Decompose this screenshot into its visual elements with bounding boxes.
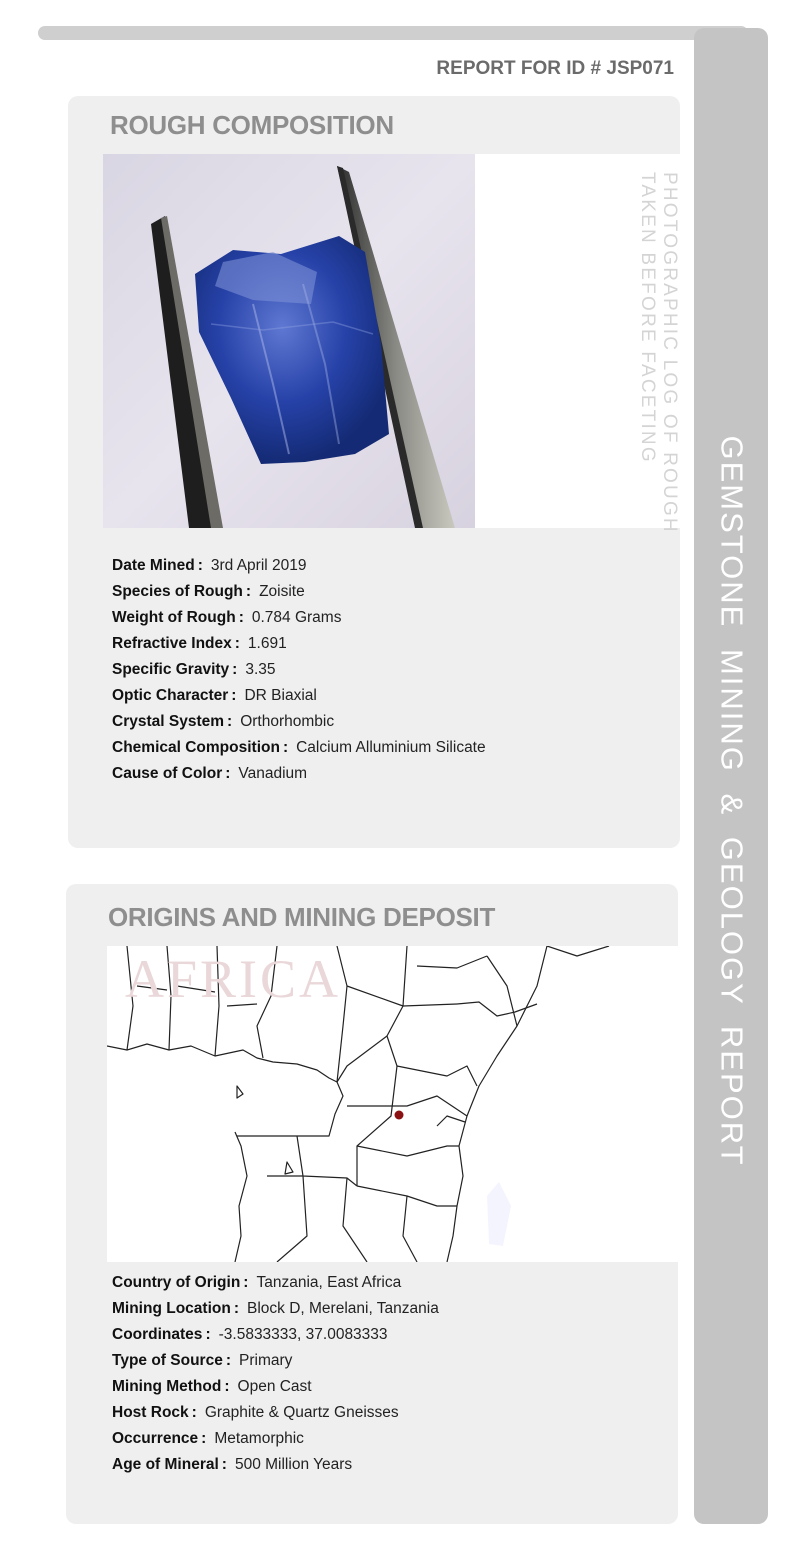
detail-value: Primary	[239, 1352, 293, 1369]
rough-photo-area	[103, 154, 680, 534]
detail-value: 3rd April 2019	[210, 557, 307, 574]
detail-label: Type of Source	[112, 1352, 223, 1369]
detail-label: Age of Mineral	[112, 1456, 219, 1473]
detail-value: 0.784 Grams	[251, 609, 342, 626]
photo-caption	[632, 172, 680, 534]
rough-details	[112, 553, 486, 787]
photo-caption-line1: PHOTOGRAPHIC LOG OF ROUGH	[659, 172, 680, 534]
detail-value: Calcium Alluminium Silicate	[296, 739, 486, 756]
detail-value: Orthorhombic	[240, 713, 335, 730]
map-label: AFRICA	[125, 949, 342, 1009]
detail-value: 3.35	[245, 661, 276, 678]
side-banner-title-wrap	[694, 28, 768, 1524]
detail-value: 500 Million Years	[234, 1456, 353, 1473]
detail-row: Chemical Composition : Calcium Alluminium Silicate	[112, 739, 486, 756]
detail-row: Cause of Color : Vanadium	[112, 765, 308, 782]
detail-row: Host Rock : Graphite & Quartz Gneisses	[112, 1404, 399, 1421]
detail-row: Crystal System : Orthorhombic	[112, 713, 335, 730]
detail-row: Occurrence : Metamorphic	[112, 1430, 304, 1447]
detail-row: Age of Mineral : 500 Million Years	[112, 1456, 353, 1473]
top-border-bar	[38, 26, 748, 40]
detail-value: Graphite & Quartz Gneisses	[204, 1404, 399, 1421]
detail-value: Block D, Merelani, Tanzania	[247, 1300, 439, 1317]
detail-label: Species of Rough	[112, 583, 243, 600]
detail-row: Type of Source : Primary	[112, 1352, 293, 1369]
detail-label: Host Rock	[112, 1404, 189, 1421]
detail-value: Open Cast	[237, 1378, 312, 1395]
detail-row: Date Mined : 3rd April 2019	[112, 557, 307, 574]
detail-row: Species of Rough : Zoisite	[112, 583, 305, 600]
origins-details	[112, 1270, 439, 1478]
mine-location-marker	[395, 1111, 404, 1120]
detail-row: Coordinates : -3.5833333, 37.0083333	[112, 1326, 388, 1343]
detail-row: Refractive Index : 1.691	[112, 635, 287, 652]
detail-row: Mining Method : Open Cast	[112, 1378, 312, 1395]
detail-value: -3.5833333, 37.0083333	[218, 1326, 388, 1343]
detail-label: Crystal System	[112, 713, 225, 730]
rough-gem-photo	[103, 154, 475, 528]
detail-label: Occurrence	[112, 1430, 199, 1447]
detail-label: Coordinates	[112, 1326, 203, 1343]
detail-label: Optic Character	[112, 687, 229, 704]
detail-label: Date Mined	[112, 557, 195, 574]
detail-label: Mining Location	[112, 1300, 231, 1317]
detail-value: Metamorphic	[214, 1430, 304, 1447]
detail-label: Cause of Color	[112, 765, 223, 782]
detail-value: Tanzania, East Africa	[256, 1274, 402, 1291]
origins-title: ORIGINS AND MINING DEPOSIT	[108, 902, 496, 932]
detail-row: Mining Location : Block D, Merelani, Tanzania	[112, 1300, 439, 1317]
detail-value: Vanadium	[238, 765, 308, 782]
detail-value: Zoisite	[259, 583, 305, 600]
side-banner-title: GEMSTONE MINING & GEOLOGY REPORT	[714, 435, 750, 1167]
detail-label: Mining Method	[112, 1378, 222, 1395]
detail-row: Optic Character : DR Biaxial	[112, 687, 317, 704]
photo-caption-line2: TAKEN BEFORE FACETING	[637, 172, 658, 464]
detail-label: Chemical Composition	[112, 739, 280, 756]
detail-value: DR Biaxial	[244, 687, 317, 704]
detail-label: Specific Gravity	[112, 661, 230, 678]
detail-value: 1.691	[247, 635, 287, 652]
detail-row: Specific Gravity : 3.35	[112, 661, 276, 678]
detail-row: Weight of Rough : 0.784 Grams	[112, 609, 342, 626]
detail-row: Country of Origin : Tanzania, East Africa	[112, 1274, 402, 1291]
detail-label: Weight of Rough	[112, 609, 236, 626]
detail-label: Refractive Index	[112, 635, 232, 652]
rough-composition-title: ROUGH COMPOSITION	[110, 110, 394, 140]
report-id: REPORT FOR ID # JSP071	[436, 58, 674, 79]
detail-label: Country of Origin	[112, 1274, 241, 1291]
